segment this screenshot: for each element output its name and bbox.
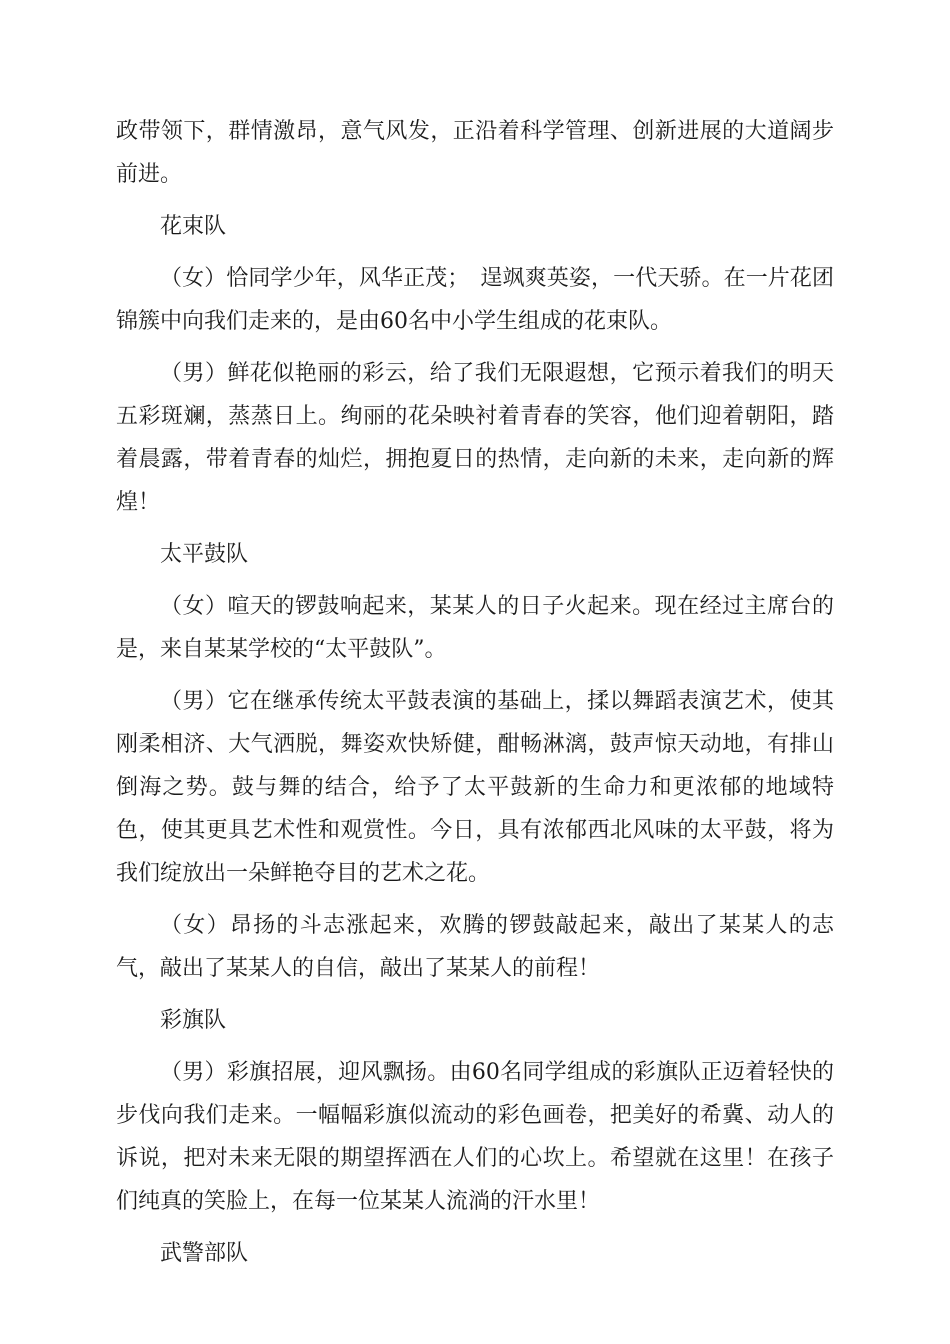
section-heading: 彩旗队 <box>160 1008 227 1033</box>
paragraph: （男）彩旗招展，迎风飘扬。由60名同学组成的彩旗队正迈着轻快的步伐向我们走来。一幅幅彩旗似流动的彩色画卷，把美好的希冀、动人的诉说，把对未来无限的期望挥洒在人们的心坎上。希望就在这里！在孩子们纯真的笑脸上，在每一位某某人流淌的汗水里！ <box>116 1060 834 1214</box>
paragraph: （男）鲜花似艳丽的彩云，给了我们无限遐想，它预示着我们的明天五彩斑斓，蒸蒸日上。绚丽的花朵映衬着青春的笑容，他们迎着朝阳，踏着晨露，带着青春的灿烂，拥抱夏日的热情，走向新的未来，走向新的辉煌！ <box>116 361 834 515</box>
paragraph: 政带领下，群情激昂，意气风发，正沿着科学管理、创新进展的大道阔步前进。 <box>116 119 834 187</box>
section-heading: 花束队 <box>160 214 227 239</box>
section-heading: 武警部队 <box>160 1241 249 1266</box>
section-heading: 太平鼓队 <box>160 542 249 567</box>
paragraph: （女）喧天的锣鼓响起来，某某人的日子火起来。现在经过主席台的是，来自某某学校的“太平鼓队”。 <box>116 594 834 662</box>
document-page <box>116 110 834 1284</box>
paragraph: （男）它在继承传统太平鼓表演的基础上，揉以舞蹈表演艺术，使其刚柔相济、大气洒脱，舞姿欢快矫健，酣畅淋漓，鼓声惊天动地，有排山倒海之势。鼓与舞的结合，给予了太平鼓新的生命力和更浓郁的地域特色，使其更具艺术性和观赏性。今日，具有浓郁西北风味的太平鼓，将为我们绽放出一朵鲜艳夺目的艺术之花。 <box>116 689 834 886</box>
paragraph: （女）昂扬的斗志涨起来，欢腾的锣鼓敲起来，敲出了某某人的志气，敲出了某某人的自信，敲出了某某人的前程！ <box>116 913 834 981</box>
paragraph: （女）恰同学少年，风华正茂； 逞飒爽英姿，一代天骄。在一片花团锦簇中向我们走来的，是由60名中小学生组成的花束队。 <box>116 266 834 334</box>
